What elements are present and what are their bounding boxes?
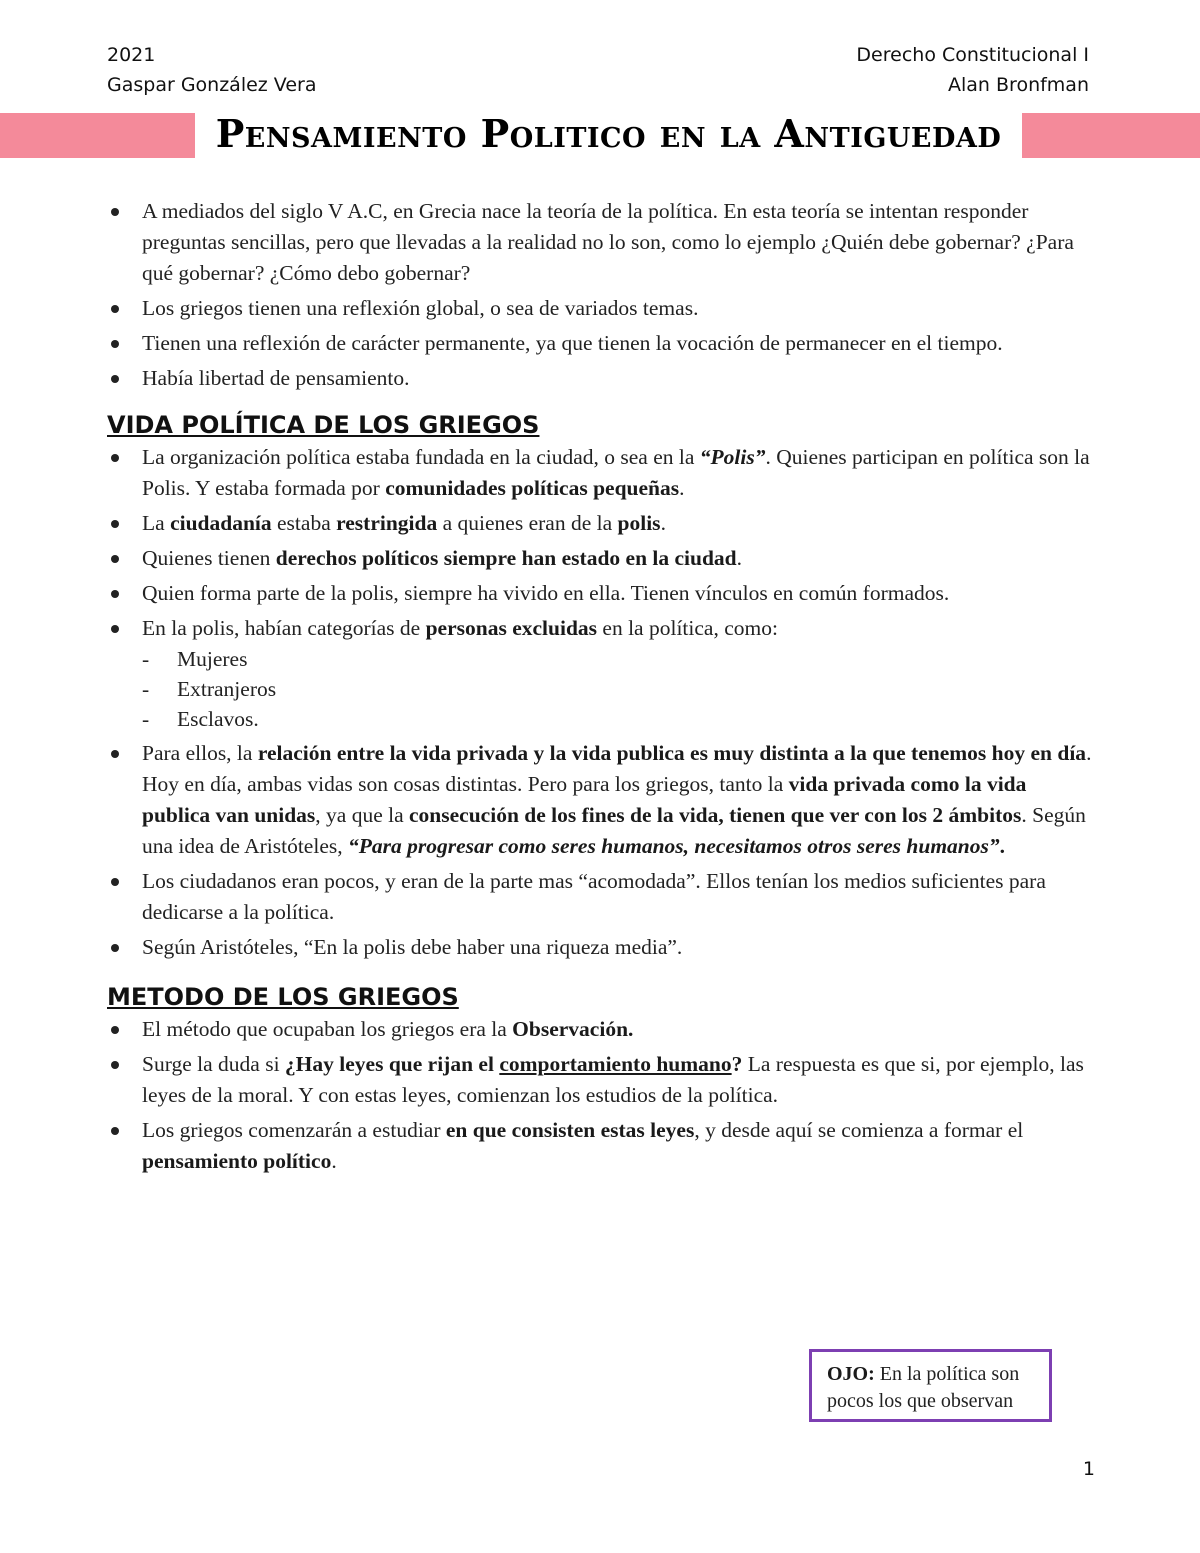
bullet-icon (111, 625, 119, 633)
section-heading-metodo: METODO DE LOS GRIEGOS (107, 983, 459, 1011)
ojo-label: OJO: (827, 1363, 875, 1385)
document-body (107, 196, 1097, 1181)
list-item: Los griegos comenzarán a estudiar en que consisten estas leyes, y desde aquí se comienza a formar el pensamiento político. (107, 1115, 1097, 1177)
list-item: A mediados del siglo V A.C, en Grecia nace la teoría de la política. En esta teoría se intentan responder preguntas sencillas, pero que llevadas a la realidad no lo son, como lo ejemplo ¿Quién debe gobernar? ¿Para qué gobernar? ¿Cómo debo gobernar? (107, 196, 1097, 289)
header-right (856, 40, 1089, 100)
list-item: El método que ocupaban los griegos era la Observación. (107, 1014, 1097, 1045)
bullet-icon (111, 305, 119, 313)
bullet-icon (111, 208, 119, 216)
list-item: Según Aristóteles, “En la polis debe haber una riqueza media”. (107, 932, 1097, 963)
bullet-icon (111, 375, 119, 383)
excluded-list (142, 644, 1097, 734)
list-item: Tienen una reflexión de carácter permanente, ya que tienen la vocación de permanecer en el tiempo. (107, 328, 1097, 359)
sub-list-item: - Extranjeros (142, 677, 277, 701)
title-band-left (0, 113, 195, 158)
bullet-icon (111, 590, 119, 598)
section1-list (107, 442, 1097, 963)
header-course: Derecho Constitucional I (856, 44, 1089, 66)
header-left (107, 40, 316, 100)
sub-list-item: - Esclavos. (142, 707, 259, 731)
bullet-icon (111, 340, 119, 348)
list-item: Los griegos tienen una reflexión global, o sea de variados temas. (107, 293, 1097, 324)
list-item: Quienes tienen derechos políticos siempre han estado en la ciudad. (107, 543, 1097, 574)
page-title: Pensamiento Politico en la Antiguedad (215, 111, 1002, 156)
header-professor: Alan Bronfman (948, 74, 1089, 96)
bullet-icon (111, 878, 119, 886)
page-number: 1 (1082, 1458, 1095, 1480)
section2-list (107, 1014, 1097, 1177)
header-author: Gaspar González Vera (107, 74, 317, 96)
list-item: En la polis, habían categorías de personas excluidas en la política, como: - Mujeres - Extranjeros - Esclavos. (107, 613, 1097, 734)
header-year: 2021 (107, 44, 156, 66)
ojo-text: En la política son pocos los que observan (827, 1363, 1020, 1412)
intro-list (107, 196, 1097, 394)
list-item: Quien forma parte de la polis, siempre ha vivido en ella. Tienen vínculos en común formados. (107, 578, 1097, 609)
bullet-icon (111, 1061, 119, 1069)
list-item: Surge la duda si ¿Hay leyes que rijan el comportamiento humano? La respuesta es que si, por ejemplo, las leyes de la moral. Y con estas leyes, comienzan los estudios de la política. (107, 1049, 1097, 1111)
bullet-icon (111, 750, 119, 758)
sub-list-item: - Mujeres (142, 647, 248, 671)
list-item: La organización política estaba fundada en la ciudad, o sea en la “Polis”. Quienes participan en política son la Polis. Y estaba formada por comunidades políticas pequeñas. (107, 442, 1097, 504)
list-item: Los ciudadanos eran pocos, y eran de la parte mas “acomodada”. Ellos tenían los medios suficientes para dedicarse a la política. (107, 866, 1097, 928)
bullet-icon (111, 944, 119, 952)
section-heading-vida-politica: VIDA POLÍTICA DE LOS GRIEGOS (107, 411, 540, 439)
bullet-icon (111, 555, 119, 563)
bullet-icon (111, 1127, 119, 1135)
list-item: Para ellos, la relación entre la vida privada y la vida publica es muy distinta a la que tenemos hoy en día. Hoy en día, ambas vidas son cosas distintas. Pero para los griegos, tanto la vida privada como la vida publica van unidas, ya que la consecución de los fines de la vida, tienen que ver con los 2 ámbitos. Según una idea de Aristóteles, “Para progresar como seres humanos, necesitamos otros seres humanos”. (107, 738, 1097, 862)
bullet-icon (111, 1026, 119, 1034)
ojo-note-box (809, 1349, 1052, 1422)
title-band-right (1022, 113, 1200, 158)
list-item: Había libertad de pensamiento. (107, 363, 1097, 394)
list-item: La ciudadanía estaba restringida a quienes eran de la polis. (107, 508, 1097, 539)
bullet-icon (111, 454, 119, 462)
bullet-icon (111, 520, 119, 528)
